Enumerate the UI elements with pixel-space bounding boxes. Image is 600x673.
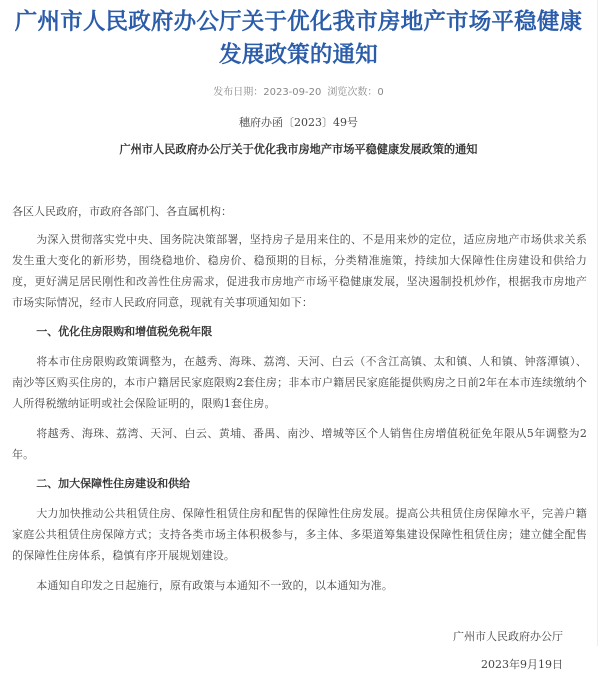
section-heading-1: 一、优化住房限购和增值税免税年限 — [36, 325, 213, 338]
article-title — [0, 0, 597, 72]
document-number: 穗府办函〔2023〕49号 — [239, 116, 358, 129]
article-meta — [0, 86, 597, 100]
view-count-value: 0 — [377, 87, 384, 98]
signature-block — [12, 629, 587, 673]
section-2-paragraph-1: 大力加快推动公共租赁住房、保障性租赁住房和配售的保障性住房发展。提高公共租赁住房保障水平，完善户籍家庭公共租赁住房保障方式；支持各类市场主体积极参与，多主体、多渠道筹集建设保障性租赁住房；建立健全配售的保障性住房体系，稳慎有序开展规划建设。 — [12, 507, 587, 562]
document-body — [0, 204, 597, 673]
article-title-line1: 广州市人民政府办公厅关于优化我市房地产市场平稳健康 — [14, 9, 583, 35]
signature-organization: 广州市人民政府办公厅 — [453, 630, 563, 643]
document-subtitle: 广州市人民政府办公厅关于优化我市房地产市场平稳健康发展政策的通知 — [119, 142, 478, 156]
view-count-label: 浏览次数： — [327, 87, 378, 98]
publish-date-label: 发布日期： — [213, 87, 264, 98]
closing-paragraph: 本通知自印发之日起施行，原有政策与本通知不一致的，以本通知为准。 — [36, 579, 393, 592]
salutation: 各区人民政府，市政府各部门、各直属机构： — [12, 205, 232, 218]
signature-date: 2023年9月19日 — [481, 658, 563, 671]
publish-date-value: 2023-09-20 — [263, 87, 322, 98]
section-heading-2: 二、加大保障性住房建设和供给 — [36, 477, 191, 490]
section-1-paragraph-1: 将本市住房限购政策调整为，在越秀、海珠、荔湾、天河、白云（不含江高镇、太和镇、人和镇、钟落潭镇）、南沙等区购买住房的，本市户籍居民家庭限购2套住房；非本市户籍居民家庭能提供购房之日前2年在本市连续缴纳个人所得税缴纳证明或社会保险证明的，限购1套住房。 — [12, 355, 587, 410]
article-title-line2: 发展政策的通知 — [219, 42, 378, 68]
page-edge-divider — [597, 0, 598, 646]
section-1-paragraph-2: 将越秀、海珠、荔湾、天河、白云、黄埔、番禺、南沙、增城等区个人销售住房增值税征免年限从5年调整为2年。 — [12, 427, 587, 461]
intro-paragraph: 为深入贯彻落实党中央、国务院决策部署，坚持房子是用来住的、不是用来炒的定位，适应房地产市场供求关系发生重大变化的新形势，围绕稳地价、稳房价、稳预期的目标，分类精准施策，持续加大保障性住房建设和供给力度，更好满足居民刚性和改善性住房需求，促进我市房地产市场平稳健康发展，坚决遏制投机炒作，根据我市房地产市场实际情况，经市人民政府同意，现就有关事项通知如下： — [12, 233, 587, 309]
